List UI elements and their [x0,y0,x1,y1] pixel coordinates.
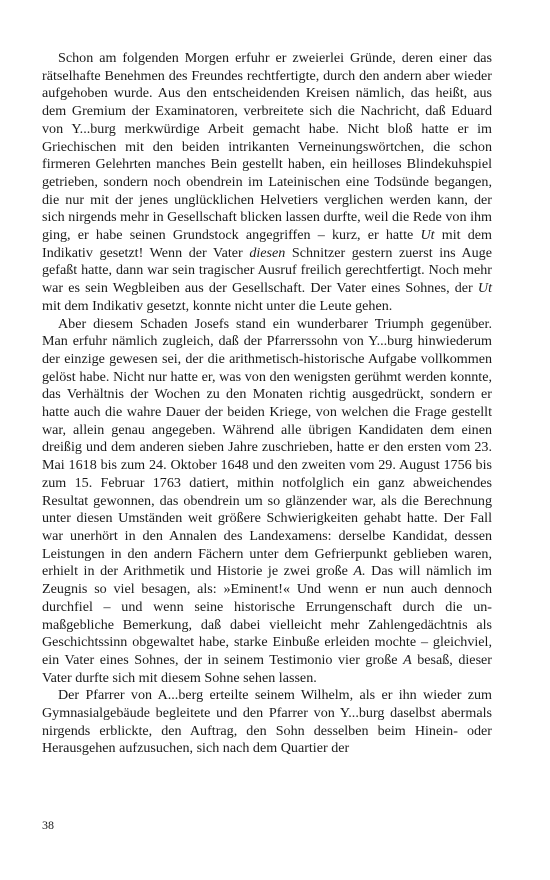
paragraph [42,50,492,316]
paragraph [42,687,492,758]
paragraph [42,316,492,688]
text-run: Schnitzer gestern zuerst ins Auge gefaßt hatte, dann war sein tragischer Ausruf freilich gerechtfertigt. Noch mehr war es sein Wegbleiben aus der Gesellschaft. Der Vater eines Sohnes, der [42,244,492,297]
page-number: 38 [42,818,54,832]
body-text [42,50,492,758]
text-run: Der Pfarrer von A...berg erteilte seinem Wilhelm, als er ihn wieder zum Gymnasialgebäude begleitete und den Pfarrer von Y...burg daselbst abermals nirgends erblickte, den Auftrag, den Sohn desselben beim Hinein- oder Herausgehen aufzusuchen, sich nach dem Quartier der [42,687,492,757]
italic-text: A [403,651,412,668]
italic-text: A. [353,563,366,580]
text-run: Aber diesem Schaden Josefs stand ein wunderbarer Triumph gegenüber. Man erfuhr nämlich zugleich, daß der Pfarrerssohn von Y...burg hinwiederum der einzige gewesen sei, der die arithmetisch-historische Aufgabe vollkommen gelöst habe. Nicht nur hatte er, was von den wenigsten gerühmt werden konnte, das Verhältnis der Wochen zu den Monaten richtig ausgedrückt, sondern er hatte auch die wahre Dauer der beiden Kriege, von welchen die Frage gestellt war, allein genau angegeben. Während alle übrigen Kandidaten dem einen dreißig und dem anderen sieben Jahre zuschrieben, hatte er den ersten vom 23. Mai 1618 bis zum 24. Oktober 1648 und den zweiten vom 29. August 1756 bis zum 15. Februar 1763 datiert, mithin notfolglich ein ganz abweichendes Resultat gewonnen, das obendrein um so glänzender war, als die Berechnung unter diesen Umständen weit größere Schwierigkeiten gehabt hatte. Der Fall war unerhört in den Annalen des Landexamens: derselbe Kandidat, dessen Leistungen in den andern Fächern unter dem Gefrierpunkt geblieben waren, erhielt in der Arithmetik und Historie je zwei große [42,315,492,580]
text-run: mit dem Indikativ gesetzt, konnte nicht unter die Leute gehen. [42,297,393,314]
text-run: mit dem Indikativ gesetzt! Wenn der Vater [42,227,493,261]
italic-text: Ut [420,227,435,244]
text-run: besaß, dieser Vater durfte sich mit diesem Sohne sehen lassen. [42,651,492,686]
italic-text: diesen [249,244,286,261]
text-run: Schon am folgenden Morgen erfuhr er zweierlei Gründe, deren einer das rätselhafte Benehmen des Freundes rechtfertigte, durch den andern aber wieder aufgehoben wurde. Aus den entscheidenden Kreisen nämlich, das heißt, aus dem Gremium der Examinatoren, verbreitete sich die Nachricht, daß Eduard von Y...burg merkwürdige Arbeit gemacht habe. Nicht bloß hatte er im Griechischen mit den beiden intrikanten Verneinungswörtchen, die schon firmeren Gelehrten manches Bein gestellt haben, ein heilloses Blindekuhspiel getrieben, sondern noch obendrein im Lateinischen eine Todsünde begangen, die nur mit der jenes unglücklichen Helvetiers verglichen werden kann, der sich nirgends mehr in Gesellschaft blicken lassen durfte, weil die Rede von ihm ging, er habe seinen Grundstock angegriffen – kurz, er hatte [42,50,492,244]
italic-text: Ut [477,280,492,297]
text-run: Das will nämlich im Zeugnis so viel besagen, als: »Eminent!« Und wenn er nun auch dennoch durchfiel – und wenn seine historische Errungenschaft durch die unmaßgebliche Bemerkung, daß dabei vielleicht mehr Zahlengedächtnis als Geschichtssinn obgewaltet habe, starke Einbuße erleiden mochte – gleichviel, ein Vater eines Sohnes, der in seinem Testimonio vier große [42,563,492,668]
